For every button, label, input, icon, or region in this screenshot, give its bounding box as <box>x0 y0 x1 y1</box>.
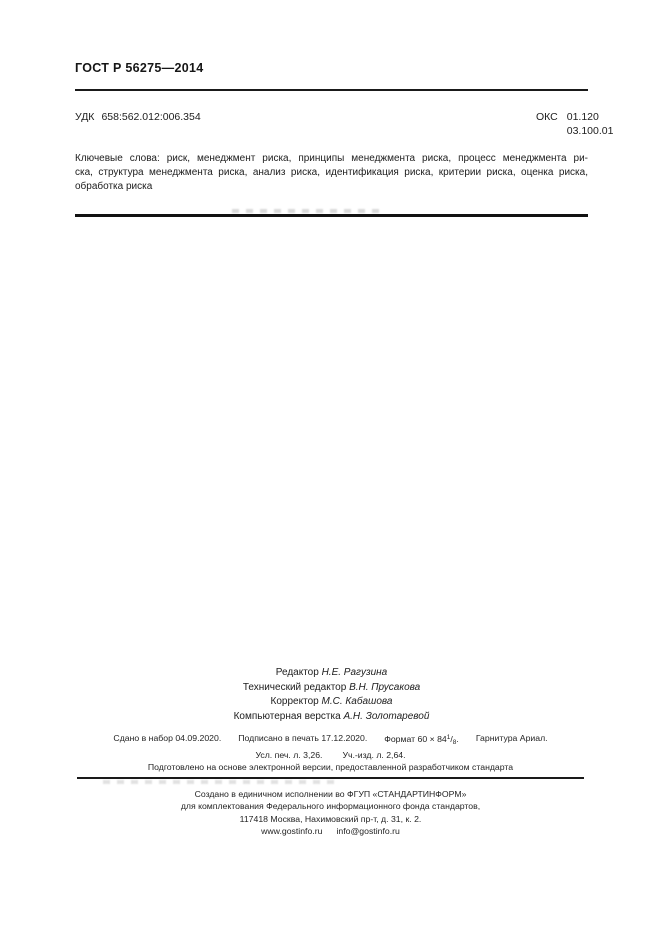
credit-role: Технический редактор <box>242 681 347 693</box>
oks-values <box>567 111 614 138</box>
imprint-print-date: Подписано в печать 17.12.2020. <box>238 733 368 743</box>
keywords-line: обработка риска <box>75 180 153 192</box>
oks-code-2: 03.100.01 <box>566 124 614 137</box>
credit-name: В.Н. Прусакова <box>349 681 421 693</box>
oks-label: ОКС <box>536 111 558 123</box>
imprint-cond-sheets: Усл. печ. л. 3,26. <box>255 750 323 761</box>
publisher-email: info@gostinfo.ru <box>336 825 400 836</box>
oks-block <box>536 111 613 138</box>
imprint-line-1 <box>40 732 621 749</box>
publisher-address: 117418 Москва, Нахимовский пр-т, д. 31, к. 2. <box>239 813 422 824</box>
credit-role: Редактор <box>275 667 319 678</box>
format-sub: 8 <box>452 739 457 746</box>
credits-block <box>75 666 588 724</box>
scan-artifact <box>103 780 341 784</box>
publisher-website: www.gostinfo.ru <box>261 825 323 836</box>
doc-code: ГОСТ Р 56275—2014 <box>75 61 204 75</box>
udk-label: УДК <box>75 111 95 123</box>
credit-line <box>75 695 588 710</box>
imprint-line-2 <box>40 749 621 761</box>
imprint-typeface: Гарнитура Ариал. <box>475 733 548 743</box>
udk-value: 658:562.012:006.354 <box>101 111 201 123</box>
credit-name: Н.Е. Рагузина <box>321 667 388 678</box>
footer-rule <box>77 777 584 779</box>
credit-role: Компьютерная верстка <box>233 710 341 722</box>
section-rule <box>75 214 588 217</box>
imprint-set-date: Сдано в набор 04.09.2020. <box>113 733 222 743</box>
publisher-line-2: для комплектования Федерального информационного фонда стандартов, <box>180 801 481 812</box>
keywords-line: ска, структура менеджмента риска, анализ риска, идентификация риска, критерии риска, оценка риска, <box>75 166 588 178</box>
imprint-block <box>40 732 621 774</box>
keywords-line: Ключевые слова: риск, менеджмент риска, принципы менеджмента риска, процесс менеджмента ри- <box>75 153 588 164</box>
imprint-prepared-note: Подготовлено на основе электронной версии, предоставленной разработчиком стандарта <box>147 762 514 773</box>
oks-code-1: 01.120 <box>566 111 599 123</box>
publisher-contacts <box>40 825 621 837</box>
credit-name: А.Н. Золотаревой <box>343 710 430 722</box>
publisher-block <box>40 788 621 837</box>
format-sup: 1 <box>446 734 451 741</box>
credit-name: М.С. Кабашова <box>321 696 393 708</box>
credit-line <box>75 666 588 681</box>
udk-line <box>75 111 201 123</box>
imprint-acc-sheets: Уч.-изд. л. 2,64. <box>342 750 406 761</box>
keywords-paragraph <box>75 152 588 194</box>
publisher-line-1: Создано в единичном исполнении во ФГУП «СТАНДАРТИНФОРМ» <box>194 789 467 799</box>
credit-role: Корректор <box>270 696 319 708</box>
scan-artifact <box>232 209 380 213</box>
credit-line <box>75 710 588 725</box>
header-rule <box>75 89 588 91</box>
credit-line <box>75 681 588 696</box>
imprint-format: Формат $60 \times 84^1/_8$. <box>384 734 459 746</box>
